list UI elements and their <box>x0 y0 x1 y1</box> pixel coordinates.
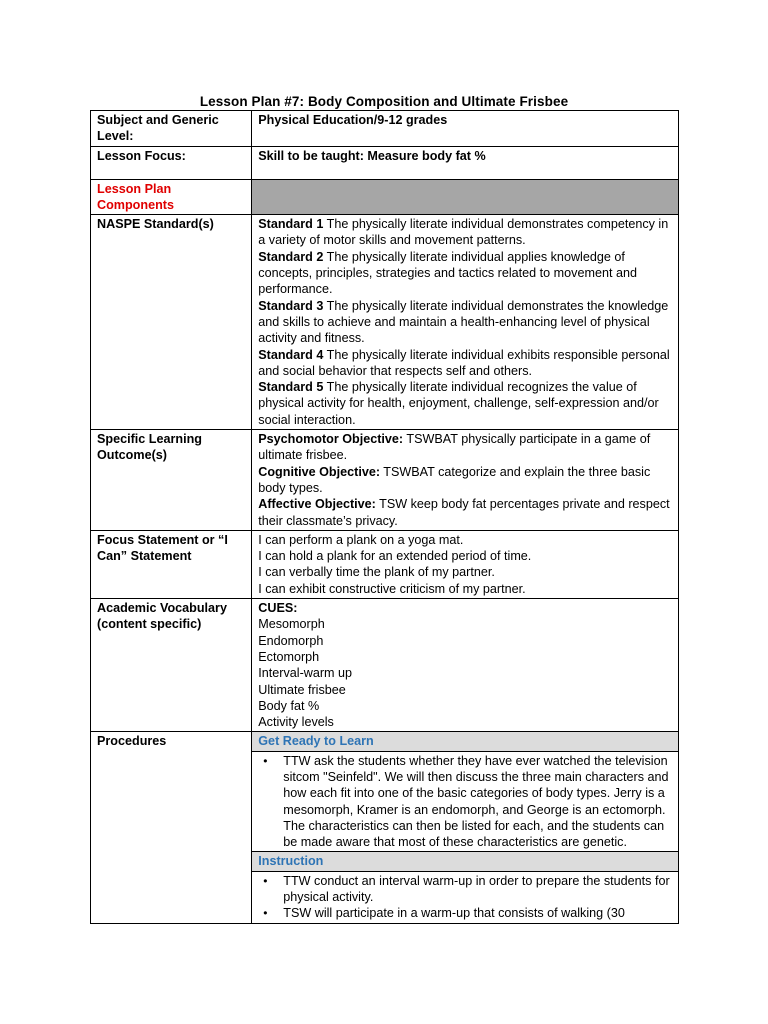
instruction-list-cell <box>252 871 679 923</box>
vocab-term: Ultimate frisbee <box>258 682 346 697</box>
outcomes-objectives <box>252 430 679 531</box>
ican-statements <box>252 530 679 598</box>
naspe-label: NASPE Standard(s) <box>91 215 252 430</box>
objective-affective: Affective Objective: TSW keep body fat percentages private and respect their classmate’s privacy. <box>258 497 670 528</box>
components-label: Lesson Plan Components <box>91 179 252 215</box>
ican-label: Focus Statement or “I Can” Statement <box>91 530 252 598</box>
standard-2: Standard 2 The physically literate individual applies knowledge of concepts, principles, strategies and tactics related to movement and performance. <box>258 249 637 297</box>
vocab-label: Academic Vocabulary (content specific) <box>91 599 252 732</box>
outcomes-label: Specific Learning Outcome(s) <box>91 430 252 531</box>
instruction-heading: Instruction <box>252 852 679 871</box>
list-item: • TTW ask the students whether they have ever watched the television sitcom "Seinfeld". We will then discuss the three main characters and how each fit into one of the basic categories of body types. Jerry is a mesomorph, Kramer is an endomorph, and George is an ectomorph. The characteristics can then be listed for each, and the students can be made aware that most of these characteristics are genetic. <box>283 753 672 851</box>
list-item: • TSW will participate in a warm-up that consists of walking (30 <box>283 905 672 921</box>
vocab-term: Activity levels <box>258 715 334 730</box>
row-subject <box>91 111 679 147</box>
document-title: Lesson Plan #7: Body Composition and Ultimate Frisbee <box>199 94 569 109</box>
ican-statement: I can verbally time the plank of my partner. <box>258 565 495 580</box>
vocab-term: Body fat % <box>258 698 320 713</box>
row-vocab <box>91 599 679 732</box>
naspe-standards <box>252 215 679 430</box>
vocab-term: Ectomorph <box>258 649 320 664</box>
row-outcomes <box>91 430 679 531</box>
focus-label: Lesson Focus: <box>91 146 252 179</box>
instruction-list <box>258 873 672 922</box>
row-focus <box>91 146 679 179</box>
standard-5: Standard 5 The physically literate individual recognizes the value of physical activity for health, enjoyment, challenge, self-expression and/or social interaction. <box>258 380 659 427</box>
get-ready-list <box>258 753 672 851</box>
row-naspe <box>91 215 679 430</box>
vocab-term: Endomorph <box>258 633 324 648</box>
subject-label: Subject and Generic Level: <box>91 111 252 147</box>
get-ready-list-cell <box>252 751 679 852</box>
vocab-term: Mesomorph <box>258 617 325 632</box>
list-item: • TTW conduct an interval warm-up in order to prepare the students for physical activity. <box>283 873 672 906</box>
row-components <box>91 179 679 215</box>
row-procedures-get-ready <box>91 732 679 751</box>
standard-4: Standard 4 The physically literate individual exhibits responsible personal and social behavior that respects self and others. <box>258 347 670 378</box>
ican-statement: I can hold a plank for an extended period of time. <box>258 549 532 564</box>
lesson-plan-table <box>90 110 679 924</box>
objective-psychomotor: Psychomotor Objective: TSWBAT physically participate in a game of ultimate frisbee. <box>258 432 651 463</box>
row-ican <box>91 530 679 598</box>
vocab-heading: CUES: <box>258 601 298 616</box>
get-ready-heading: Get Ready to Learn <box>252 732 679 751</box>
subject-value: Physical Education/9-12 grades <box>252 111 679 147</box>
vocab-term: Interval-warm up <box>258 666 353 681</box>
focus-value: Skill to be taught: Measure body fat % <box>252 146 679 179</box>
objective-cognitive: Cognitive Objective: TSWBAT categorize and explain the three basic body types. <box>258 464 651 495</box>
standard-3: Standard 3 The physically literate individual demonstrates the knowledge and skills to achieve and maintain a health-enhancing level of physical activity and fitness. <box>258 298 669 346</box>
ican-statement: I can exhibit constructive criticism of my partner. <box>258 581 526 596</box>
ican-statement: I can perform a plank on a yoga mat. <box>258 532 464 547</box>
vocab-terms <box>252 599 679 732</box>
procedures-label: Procedures <box>91 732 252 923</box>
components-header-cell <box>252 179 679 215</box>
standard-1: Standard 1 The physically literate individual demonstrates competency in a variety of motor skills and movement patterns. <box>258 217 669 248</box>
